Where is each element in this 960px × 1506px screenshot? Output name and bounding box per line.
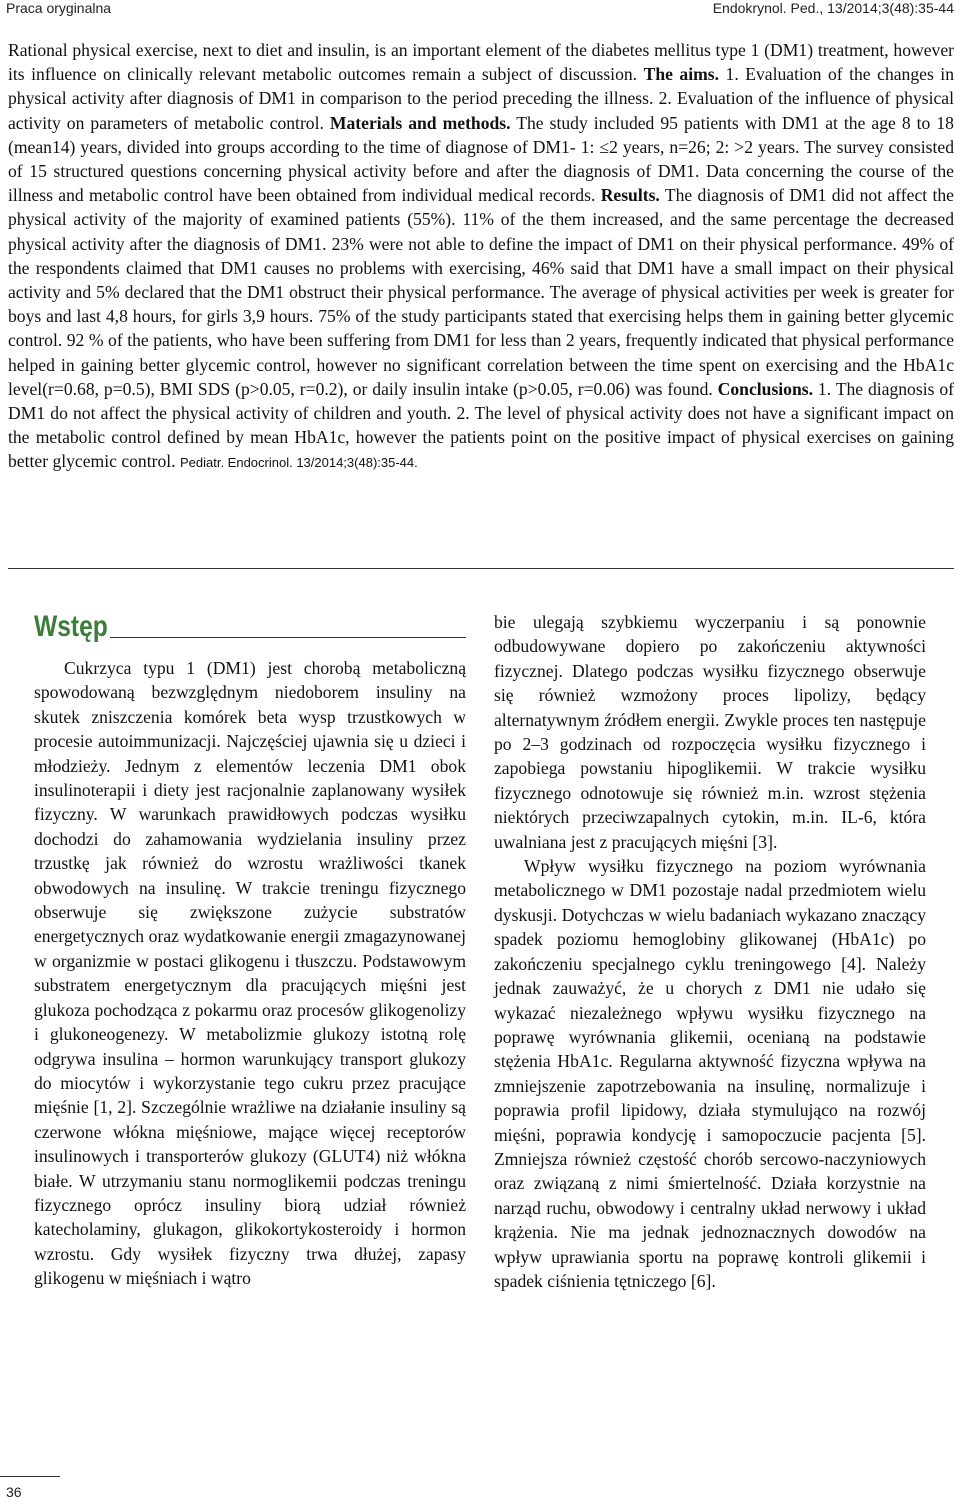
section-heading: [34, 612, 466, 642]
footer-rule: [0, 1476, 60, 1477]
abstract: [8, 38, 954, 476]
abstract-citation: Pediatr. Endocrinol. 13/2014;3(48):35-44.: [179, 455, 418, 471]
conclusions-text: 1. The diagnosis of DM1 do not affect the physical activity of children and youth. 2. The level of physical activity does not have a significant impact on the metabolic control defined by mean HbA1c, however the patients point on the positive impact of physical exercises on gaining better glycemic control.: [8, 378, 954, 472]
running-header-left: Praca oryginalna: [6, 0, 112, 16]
section-divider: [8, 568, 954, 569]
running-header-right: Endokrynol. Ped., 13/2014;3(48):35-44: [712, 0, 954, 16]
results-label: Results.: [600, 185, 660, 206]
methods-text: The study included 95 patients with DM1 at the age 8 to 18 (mean14) years, divided into groups according to the time of diagnose of DM1- 1: ≤2 years, n=26; 2: >2 years. The survey consisted of 15 structured questions concerning physical activity before and after the diagnosis of DM1. Data concerning the course of the illness and metabolic control have been obtained from individual medical records.: [8, 112, 954, 206]
intro-paragraph-2: Wpływ wysiłku fizycznego na poziom wyrównania metabolicznego w DM1 pozostaje nadal przedmiotem wielu dyskusji. Dotychczas w wielu badaniach wykazano znaczący spadek poziomu hemoglobiny glikowanej (HbA1c) po zakończeniu specjalnego cyklu treningowego [4]. Należy jednak zauważyć, że u chorych z DM1 nie udało się wykazać niezależnego wpływu wysiłku fizycznego na poprawę wyrównania glikemii, ocenianą na podstawie stężenia HbA1c. Regularna aktywność fizyczna wpływa na zmniejszenie zapotrzebowania na insulinę, normalizuje i poprawia profil lipidowy, działa stymulująco na rozwój mięśni, poprawia kondycję i samopoczucie pacjenta [5]. Zmniejsza również częstość chorób sercowo-naczyniowych oraz związaną z nimi śmiertelność. Działa korzystnie na narząd ruchu, obwodowy i centralny układ nerwowy i układ krążenia. Nie ma jednak jednoznacznych dowodów na wpływ uprawiania sportu na poprawę kontroli glikemii i spadek ciśnienia tętniczego [6].: [494, 856, 926, 1291]
methods-label: Materials and methods.: [329, 112, 511, 133]
section-title: Wstęp: [34, 610, 108, 643]
page-number: 36: [6, 1484, 22, 1500]
heading-underline: [110, 637, 466, 638]
conclusions-label: Conclusions.: [717, 378, 814, 399]
aims-text: 1. Evaluation of the changes in physical activity after diagnosis of DM1 in comparison to the period preceding the illness. 2. Evaluation of the influence of physical activity on parameters of metabolic control.: [8, 64, 954, 133]
intro-paragraph-1: Cukrzyca typu 1 (DM1) jest chorobą metaboliczną spowodowaną bezwzględnym niedoborem insuliny na skutek zniszczenia komórek beta wysp trzustkowych w procesie autoimmunizacji. Najczęściej ujawnia się u dzieci i młodzieży. Jednym z elementów leczenia DM1 obok insulinoterapii i diety jest racjonalnie zaplanowany wysiłek fizyczny. W warunkach prawidłowych podczas wysiłku dochodzi do zahamowania wydzielania insuliny przez trzustkę jak również do wzrostu wrażliwości tkanek obwodowych na insulinę. W trakcie treningu fizycznego obserwuje się zwiększone zużycie substratów energetycznych oraz wydatkowanie energii zmagazynowanej w organizmie w postaci glikogenu i tłuszczu. Podstawowym substratem energetycznym dla pracujących mięśni jest glukoza pochodząca z pokarmu oraz procesów glikogenolizy i glukoneogenezy. W metabolizmie glukozy istotną rolę odgrywa insulina – hormon warunkujący transport glukozy do miocytów i wykorzystanie tego cukru przez pracujące mięśnie [1, 2]. Szczególnie wrażliwe na działanie insuliny są czerwone włókna mięśniowe, mające więcej receptorów insulinowych i transporterów glukozy (GLUT4) niż włókna białe. W utrzymaniu stanu normoglikemii podczas treningu fizycznego oprócz insuliny biorą udział również katecholaminy, glukagon, glikokortykosteroidy i hormon wzrostu. Gdy wysiłek fizyczny trwa dłużej, zapasy glikogenu w mięśniach i wątro: [34, 658, 466, 1289]
right-column: [494, 610, 926, 1293]
intro-paragraph-continued: bie ulegają szybkiemu wyczerpaniu i są ponownie odbudowywane dopiero po zakończeniu aktywności fizycznej. Dlatego podczas wysiłku fizycznego obserwuje się również wzmożony proces lipolizy, będący alternatywnym źródłem energii. Zwykle proces ten następuje po 2–3 godzinach od rozpoczęcia wysiłku fizycznego i zapobiega powstaniu hipoglikemii. W trakcie wysiłku fizycznego odnotowuje się również m.in. wzrost stężenia niektórych przeciwzapalnych cytokin, m.in. IL-6, która uwalniana jest z pracujących mięśni [3].: [494, 612, 926, 852]
abstract-intro: Rational physical exercise, next to diet and insulin, is an important element of the diabetes mellitus type 1 (DM1) treatment, however its influence on clinically relevant metabolic outcomes remain a subject of discussion.: [8, 40, 954, 85]
left-column: [34, 612, 466, 1291]
results-text: The diagnosis of DM1 did not affect the physical activity of the majority of examined patients (55%). 11% of the them increased, and the same percentage the decreased physical activity after the diagnosis of DM1. 23% were not able to define the impact of DM1 on their physical performance. 49% of the respondents claimed that DM1 causes no problems with exercising, 46% said that DM1 have a small impact on their physical activity and 5% declared that the DM1 obstruct their physical performance. The average of physical activities per week is greater for boys and last 4,8 hours, for girls 3,9 hours. 75% of the study participants stated that exercising helps them in gaining better glycemic control. 92 % of the patients, who have been suffering from DM1 for less than 2 years, frequently indicated that physical performance helped in gaining better glycemic control, however no significant correlation between the time spent on exercising and the HbA1c level(r=0.68, p=0.5), BMI SDS (p>0.05, r=0.2), or daily insulin intake (p>0.05, r=0.06) was found.: [8, 185, 954, 399]
aims-label: The aims.: [643, 64, 720, 85]
